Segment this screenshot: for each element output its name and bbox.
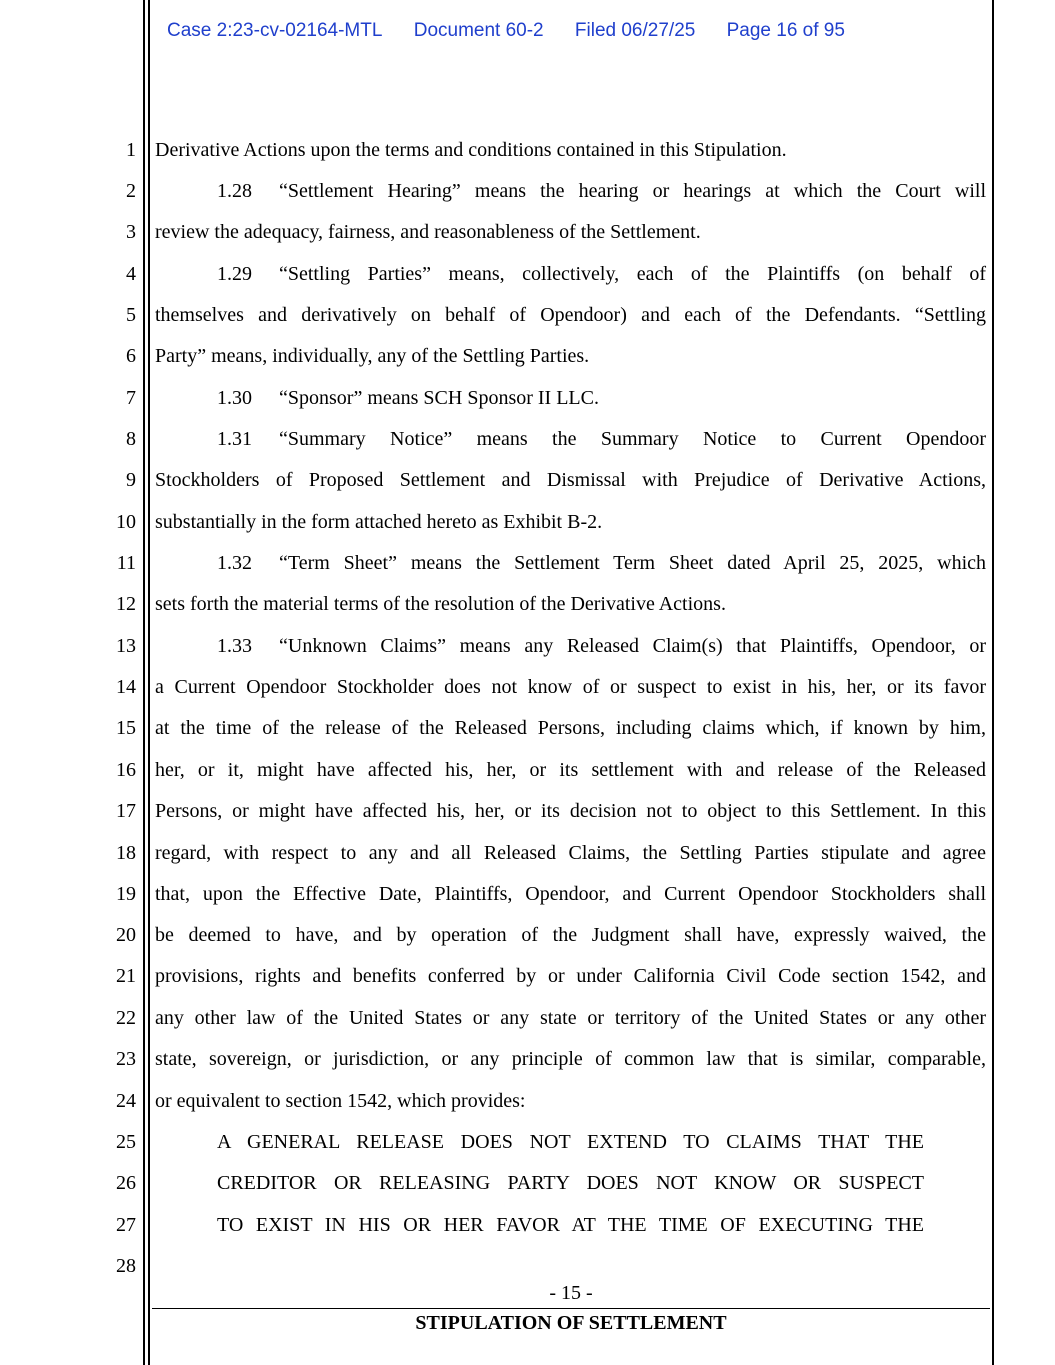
line-number: 28	[116, 1255, 136, 1277]
section-1-30: 1.30 “Sponsor” means SCH Sponsor II LLC.	[217, 387, 599, 409]
line-number: 19	[116, 883, 136, 905]
right-margin-rule	[992, 0, 994, 1365]
ecf-header	[167, 20, 871, 44]
body-line: substantially in the form attached hereto as Exhibit B-2.	[155, 511, 603, 533]
section-1-32: 1.32 “Term Sheet” means the Settlement Term Sheet dated April 25, 2025, which	[217, 552, 986, 574]
line-number: 1	[126, 139, 136, 161]
body-line: that, upon the Effective Date, Plaintiffs, Opendoor, and Current Opendoor Stockholders shall	[155, 883, 986, 905]
section-1-28: 1.28 “Settlement Hearing” means the hearing or hearings at which the Court will	[217, 180, 986, 202]
line-number: 11	[116, 552, 136, 574]
body-line: at the time of the release of the Released Persons, including claims which, if known by him,	[155, 717, 986, 739]
block-quote-line: A GENERAL RELEASE DOES NOT EXTEND TO CLAIMS THAT THE	[217, 1131, 924, 1153]
line-number: 17	[116, 800, 136, 822]
line-number: 26	[116, 1172, 136, 1194]
section-1-29: 1.29 “Settling Parties” means, collectively, each of the Plaintiffs (on behalf of	[217, 263, 986, 285]
body-line: her, or it, might have affected his, her, or its settlement with and release of the Released	[155, 759, 986, 781]
line-number: 25	[116, 1131, 136, 1153]
header-case-number: Case 2:23-cv-02164-MTL	[167, 20, 383, 41]
line-number: 14	[116, 676, 136, 698]
section-number: 1.32	[217, 552, 252, 574]
body-line: any other law of the United States or any state or territory of the United States or any other	[155, 1007, 986, 1029]
line-number: 3	[126, 221, 136, 243]
section-1-33: 1.33 “Unknown Claims” means any Released Claim(s) that Plaintiffs, Opendoor, or	[217, 635, 986, 657]
body-line: Party” means, individually, any of the Settling Parties.	[155, 345, 590, 367]
section-number: 1.31	[217, 428, 252, 450]
line-number: 6	[126, 345, 136, 367]
line-number: 18	[116, 842, 136, 864]
body-line: Derivative Actions upon the terms and conditions contained in this Stipulation.	[155, 139, 787, 161]
section-number: 1.28	[217, 180, 252, 202]
line-number: 10	[116, 511, 136, 533]
section-1-31: 1.31 “Summary Notice” means the Summary Notice to Current Opendoor	[217, 428, 986, 450]
body-line: or equivalent to section 1542, which provides:	[155, 1090, 526, 1112]
header-document: Document 60-2	[413, 20, 544, 41]
page-number: - 15 -	[549, 1282, 593, 1304]
footer-rule	[152, 1308, 990, 1309]
body-line: review the adequacy, fairness, and reasonableness of the Settlement.	[155, 221, 701, 243]
line-number: 5	[126, 304, 136, 326]
section-number: 1.30	[217, 387, 252, 409]
line-number: 27	[116, 1214, 136, 1236]
body-line: provisions, rights and benefits conferred by or under California Civil Code section 1542, and	[155, 965, 986, 987]
body-line: regard, with respect to any and all Released Claims, the Settling Parties stipulate and agree	[155, 842, 986, 864]
block-quote-line: TO EXIST IN HIS OR HER FAVOR AT THE TIME OF EXECUTING THE	[217, 1214, 924, 1236]
line-number: 22	[116, 1007, 136, 1029]
body-line: state, sovereign, or jurisdiction, or any principle of common law that is similar, comparable,	[155, 1048, 986, 1070]
line-number: 2	[126, 180, 136, 202]
footer-title: STIPULATION OF SETTLEMENT	[415, 1312, 727, 1334]
body-line: a Current Opendoor Stockholder does not know of or suspect to exist in his, her, or its favor	[155, 676, 986, 698]
section-number: 1.33	[217, 635, 252, 657]
block-quote-line: CREDITOR OR RELEASING PARTY DOES NOT KNOW OR SUSPECT	[217, 1172, 924, 1194]
line-number: 7	[126, 387, 136, 409]
line-number: 20	[116, 924, 136, 946]
line-number: 23	[116, 1048, 136, 1070]
line-number: 16	[116, 759, 136, 781]
body-line: be deemed to have, and by operation of the Judgment shall have, expressly waived, the	[155, 924, 986, 946]
line-number: 21	[116, 965, 136, 987]
line-number: 24	[116, 1090, 136, 1112]
body-line: themselves and derivatively on behalf of Opendoor) and each of the Defendants. “Settling	[155, 304, 986, 326]
line-number: 13	[116, 635, 136, 657]
body-line: Persons, or might have affected his, her, or its decision not to object to this Settlement. In this	[155, 800, 986, 822]
body-line: Stockholders of Proposed Settlement and Dismissal with Prejudice of Derivative Actions,	[155, 469, 986, 491]
header-page: Page 16 of 95	[726, 20, 845, 41]
line-number: 15	[116, 717, 136, 739]
section-number: 1.29	[217, 263, 252, 285]
line-number: 12	[116, 593, 136, 615]
header-filed-date: Filed 06/27/25	[574, 20, 696, 41]
line-number: 4	[126, 263, 136, 285]
line-number: 8	[126, 428, 136, 450]
body-line: sets forth the material terms of the resolution of the Derivative Actions.	[155, 593, 726, 615]
line-number: 9	[126, 469, 136, 491]
left-margin-rule-outer	[143, 0, 145, 1365]
left-margin-rule-inner	[148, 0, 150, 1365]
